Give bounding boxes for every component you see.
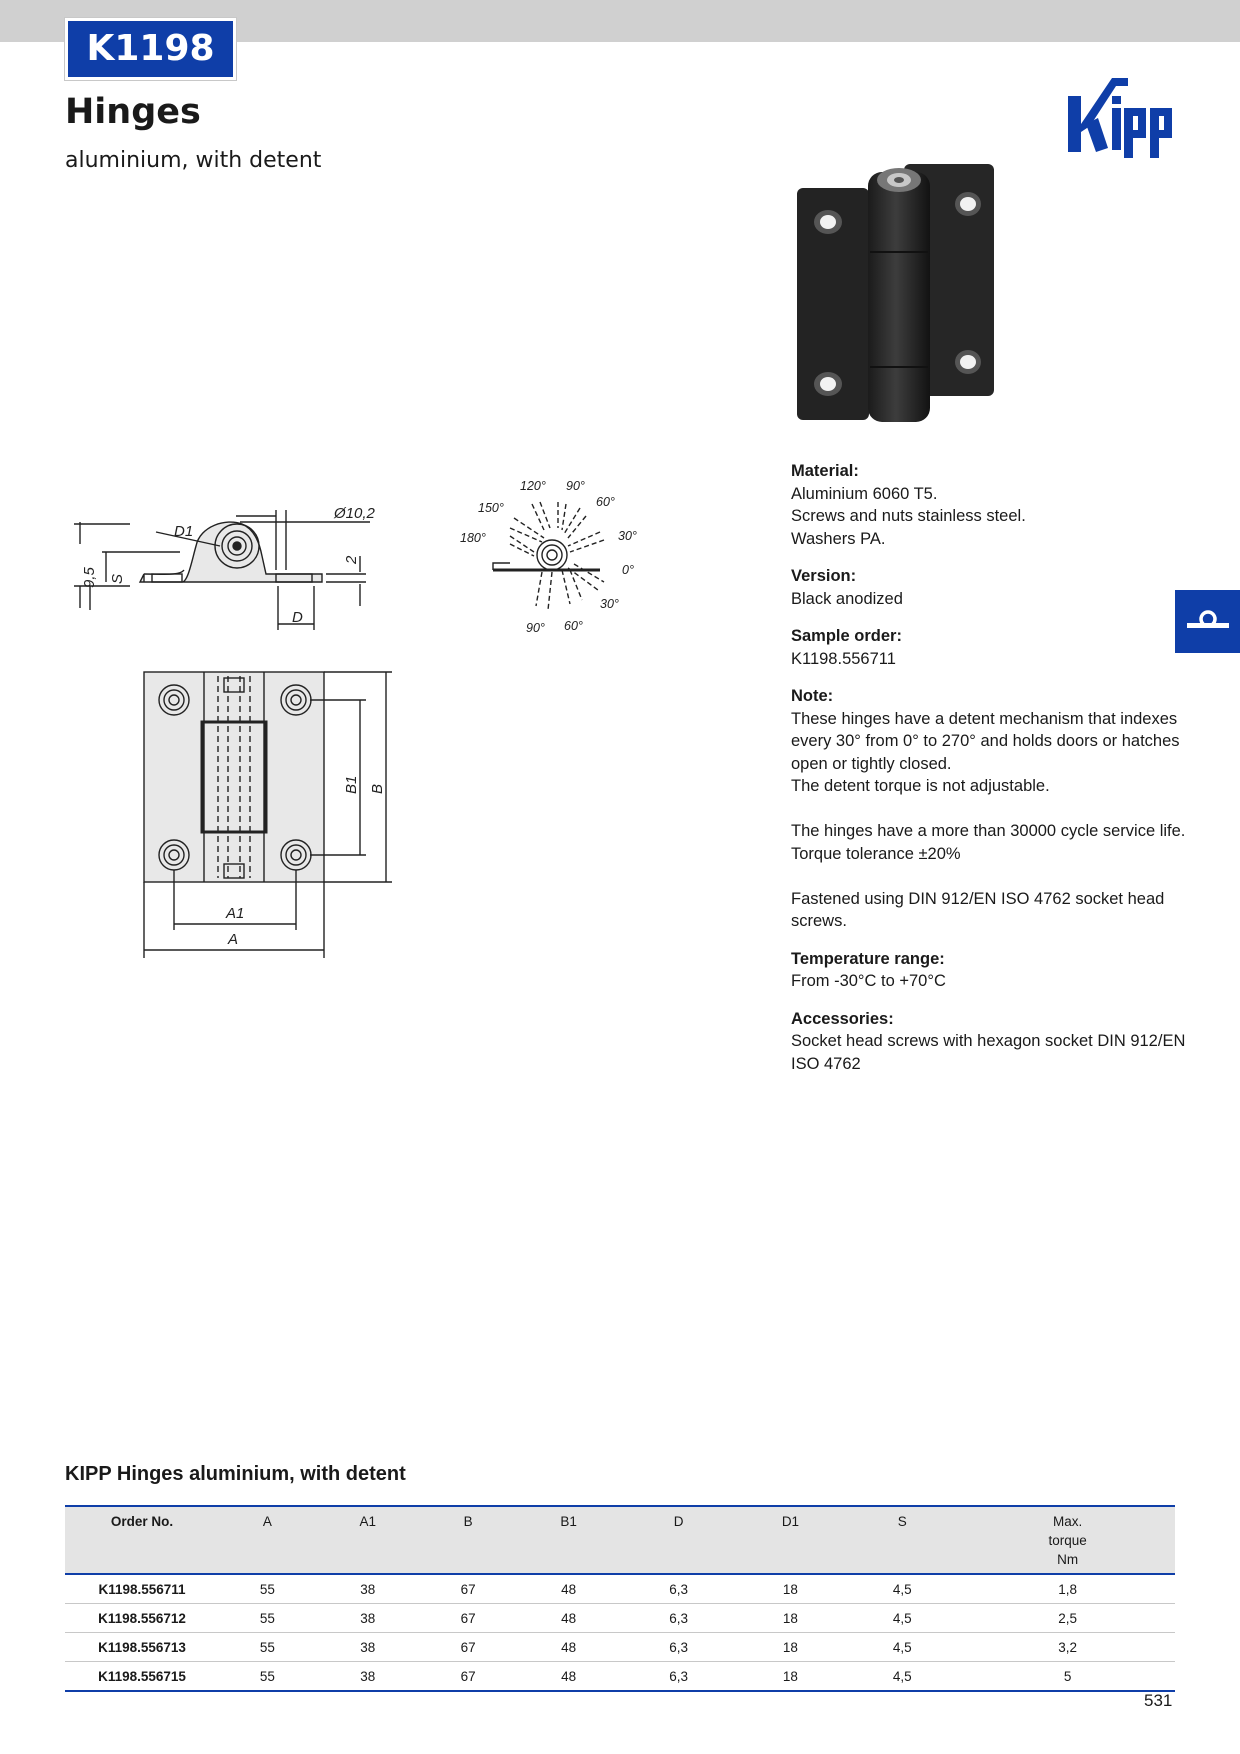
hinge-icon xyxy=(1187,608,1229,634)
column-header-torque xyxy=(960,1506,1175,1574)
material-label: Material: xyxy=(791,462,859,480)
version-label: Version: xyxy=(791,567,857,585)
table-cell: 18 xyxy=(736,1633,844,1662)
note-line: screws. xyxy=(791,912,847,930)
table-row xyxy=(65,1662,1175,1692)
note-label: Note: xyxy=(791,687,834,705)
table-cell: 38 xyxy=(316,1604,420,1633)
angle-label: 60° xyxy=(596,495,615,509)
note-line: The detent torque is not adjustable. xyxy=(791,777,1050,795)
sample-order-label: Sample order: xyxy=(791,627,902,645)
order-no-cell: K1198.556715 xyxy=(65,1662,219,1692)
angle-label: 150° xyxy=(478,501,504,515)
angle-label: 180° xyxy=(460,531,486,545)
angle-label: 120° xyxy=(520,479,546,493)
temperature-line: From -30°C to +70°C xyxy=(791,972,946,990)
table-cell: 6,3 xyxy=(621,1574,737,1604)
header-line: Max. xyxy=(1052,1514,1083,1529)
note-line: open or tightly closed. xyxy=(791,754,952,773)
table-cell: 55 xyxy=(219,1633,316,1662)
table-cell: 6,3 xyxy=(621,1633,737,1662)
dim-2: 2 xyxy=(343,555,360,564)
product-code-badge: K1198 xyxy=(65,18,236,80)
table-cell: 4,5 xyxy=(844,1574,960,1604)
dim-a1: A1 xyxy=(226,905,245,922)
angle-label: 90° xyxy=(566,479,585,493)
note-line: Torque tolerance ±20% xyxy=(791,844,961,863)
table-cell: 1,8 xyxy=(960,1574,1175,1604)
page-number: 531 xyxy=(1144,1691,1173,1710)
dim-d10-2: Ø10,2 xyxy=(334,505,375,522)
sample-order-section xyxy=(791,625,1186,670)
temperature-label: Temperature range: xyxy=(791,949,945,968)
page-subtitle: aluminium, with detent xyxy=(65,148,322,173)
table-cell: 48 xyxy=(517,1604,621,1633)
material-line: Screws and nuts stainless steel. xyxy=(791,507,1026,525)
angle-label: 30° xyxy=(600,597,619,611)
table-cell: 67 xyxy=(420,1633,517,1662)
table-cell: 18 xyxy=(736,1662,844,1692)
dim-d1: D1 xyxy=(174,523,194,540)
table-cell: 67 xyxy=(420,1574,517,1604)
table-cell: 5 xyxy=(960,1662,1175,1692)
dim-b: B xyxy=(369,783,386,794)
product-photo xyxy=(792,162,1002,432)
angle-label: 0° xyxy=(622,563,634,577)
order-no-cell: K1198.556711 xyxy=(65,1574,219,1604)
table-cell: 38 xyxy=(316,1633,420,1662)
table-cell: 48 xyxy=(517,1633,621,1662)
column-header: D1 xyxy=(736,1506,844,1574)
header-line: Nm xyxy=(1057,1552,1079,1567)
note-line: Fastened using DIN 912/EN ISO 4762 socket head xyxy=(791,889,1165,908)
table-header-row xyxy=(65,1506,1175,1574)
table-cell: 38 xyxy=(316,1662,420,1692)
kipp-logo xyxy=(1068,74,1180,158)
column-header: D xyxy=(621,1506,737,1574)
material-line: Aluminium 6060 T5. xyxy=(791,484,938,503)
order-no-cell: K1198.556713 xyxy=(65,1633,219,1662)
dim-s: S xyxy=(109,573,126,584)
accessories-line: Socket head screws with hexagon socket DIN 912/EN xyxy=(791,1032,1186,1050)
table-cell: 4,5 xyxy=(844,1604,960,1633)
table-row xyxy=(65,1604,1175,1633)
angle-label: 90° xyxy=(526,621,545,635)
table-row xyxy=(65,1574,1175,1604)
note-line: The hinges have a more than 30000 cycle service life. xyxy=(791,822,1186,840)
header-line: torque xyxy=(1048,1533,1087,1548)
angle-label: 30° xyxy=(618,529,637,543)
accessories-section xyxy=(791,1008,1186,1076)
dim-d: D xyxy=(292,609,303,626)
table-cell: 4,5 xyxy=(844,1633,960,1662)
note-line: These hinges have a detent mechanism that indexes xyxy=(791,709,1178,728)
table-cell: 4,5 xyxy=(844,1662,960,1692)
table-cell: 38 xyxy=(316,1574,420,1604)
accessories-label: Accessories: xyxy=(791,1009,894,1028)
table-cell: 55 xyxy=(219,1604,316,1633)
table-cell: 67 xyxy=(420,1662,517,1692)
table-cell: 18 xyxy=(736,1604,844,1633)
page-title: Hinges xyxy=(65,92,201,132)
column-header: S xyxy=(844,1506,960,1574)
dim-9-5: 9,5 xyxy=(81,567,98,588)
table-cell: 18 xyxy=(736,1574,844,1604)
accessories-line: ISO 4762 xyxy=(791,1054,861,1073)
temperature-section xyxy=(791,948,1186,993)
note-line xyxy=(791,865,1186,888)
table-cell: 6,3 xyxy=(621,1604,737,1633)
table-cell: 48 xyxy=(517,1574,621,1604)
table-cell: 55 xyxy=(219,1662,316,1692)
column-header: B xyxy=(420,1506,517,1574)
column-header: Order No. xyxy=(65,1506,219,1574)
sample-order-line: K1198.556711 xyxy=(791,649,896,668)
table-title: KIPP Hinges aluminium, with detent xyxy=(65,1463,406,1485)
angle-label: 60° xyxy=(564,619,583,633)
table-cell: 55 xyxy=(219,1574,316,1604)
technical-drawing xyxy=(70,460,690,960)
version-section xyxy=(791,565,1186,610)
table-row xyxy=(65,1633,1175,1662)
table-cell: 2,5 xyxy=(960,1604,1175,1633)
note-section xyxy=(791,685,1186,933)
table-cell: 48 xyxy=(517,1662,621,1692)
spec-table xyxy=(65,1505,1175,1692)
column-header: A1 xyxy=(316,1506,420,1574)
note-line: every 30° from 0° to 270° and holds doors or hatches xyxy=(791,732,1180,750)
note-line xyxy=(791,798,1186,821)
dim-b1: B1 xyxy=(343,775,360,794)
order-no-cell: K1198.556712 xyxy=(65,1604,219,1633)
column-header: A xyxy=(219,1506,316,1574)
product-info xyxy=(791,460,1186,1090)
table-cell: 3,2 xyxy=(960,1633,1175,1662)
material-line: Washers PA. xyxy=(791,529,886,548)
table-cell: 67 xyxy=(420,1604,517,1633)
version-line: Black anodized xyxy=(791,589,903,608)
column-header: B1 xyxy=(517,1506,621,1574)
dim-a: A xyxy=(228,931,239,948)
material-section xyxy=(791,460,1186,550)
table-cell: 6,3 xyxy=(621,1662,737,1692)
